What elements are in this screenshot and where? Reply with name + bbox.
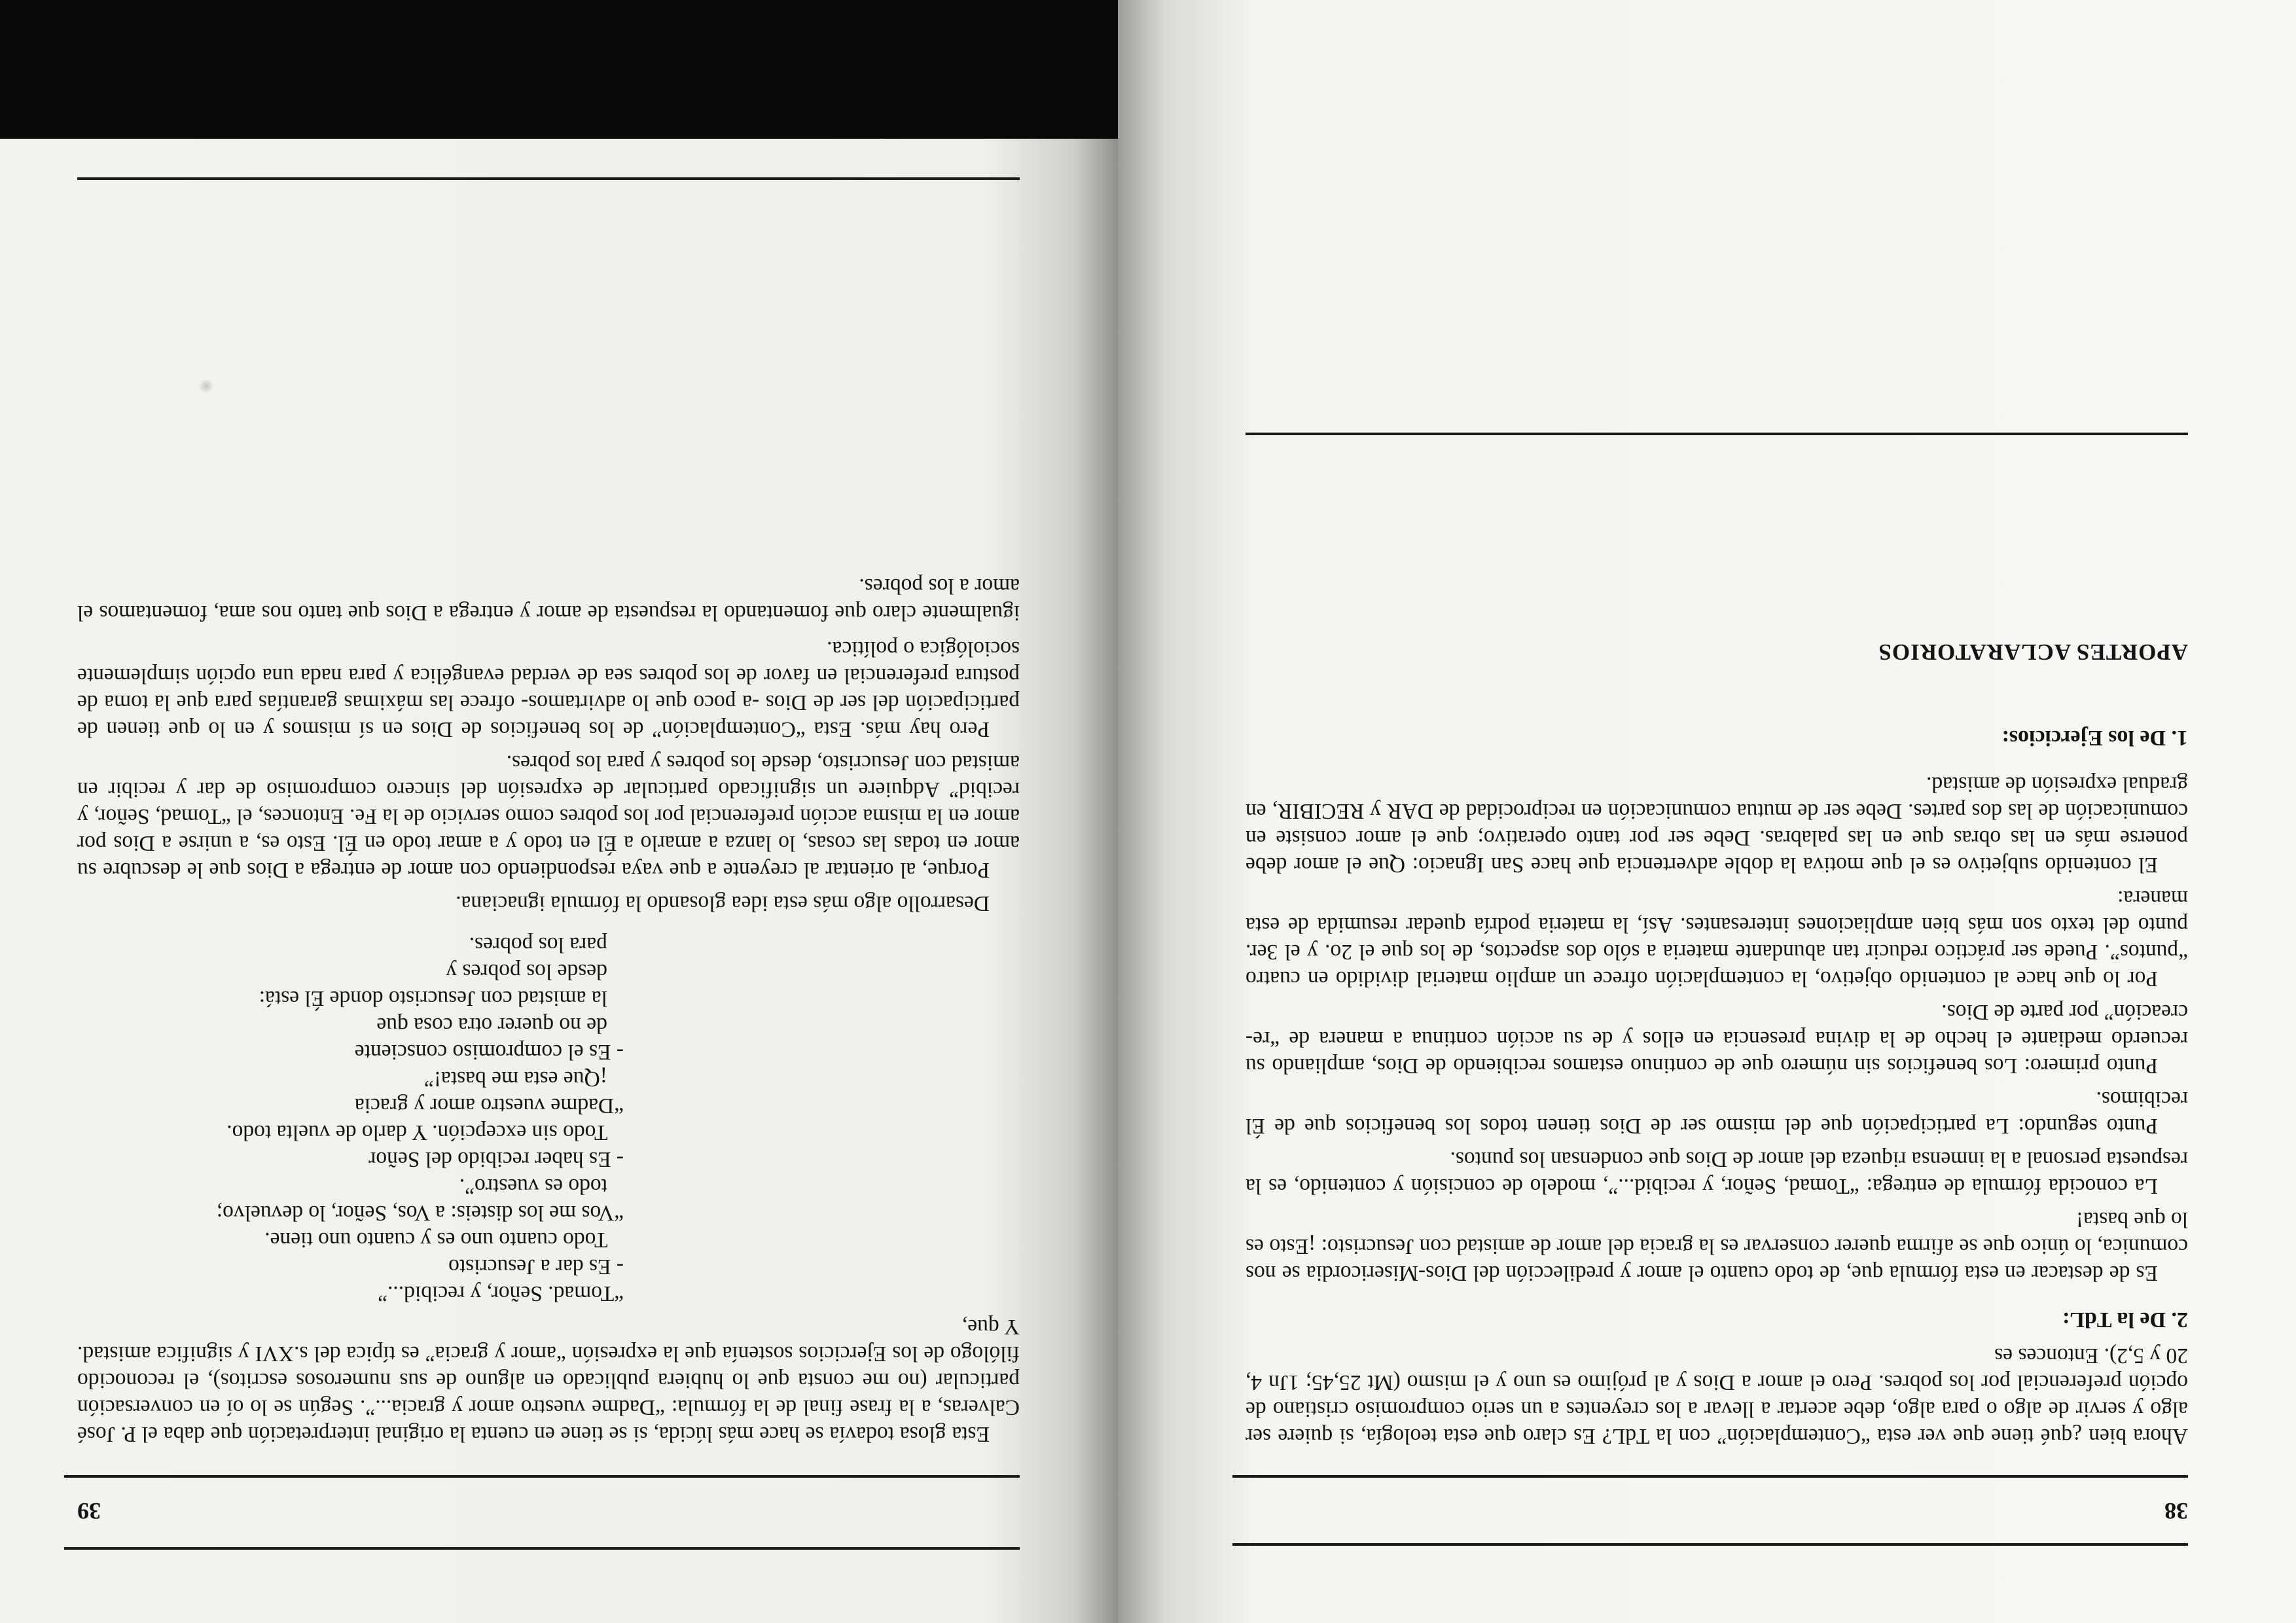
paragraph: Es de destacar en esta fórmula que, de todo cuanto el amor y predilección del Dios-Misericordia se nos comunica, lo único que se afirma querer conservar es la gracia del amor de amistad con Jesucristo: ¡Esto es lo que basta!	[1246, 1207, 2188, 1285]
gloss-line: todo es vuestro”.	[459, 1174, 624, 1198]
header-rule-top	[64, 1475, 1020, 1478]
paragraph: Por lo que hace al contenido objetivo, la contemplación ofrece un amplio material dividido en cuatro “puntos”. Puede ser práctico reducir tan abundante materia a sólo dos aspectos, de los que el 2o. y el 3er. punto del texto son más bien ampliaciones interesantes. Así, la materia podría quedar resumida de esta manera:	[1246, 886, 2188, 991]
paragraph: El contenido subjetivo es el que motiva la doble advertencia que hace San Ignacio: Que el amor debe ponerse más en las obras que en las palabras. Debe ser por tanto operativo; que el amor consiste en comunicación de las dos partes. Debe ser de mutua comunicación en reciprocidad de DAR y RECIBIR, en gradual expresión de amistad.	[1246, 772, 2188, 877]
page-number: 38	[2164, 1498, 2188, 1524]
header-rule-bottom	[1232, 1543, 2188, 1546]
page-header	[1246, 1497, 2188, 1525]
gloss-line: “Vos me los disteis: a Vos, Señor, lo devuelvo;	[216, 1201, 624, 1225]
footer-rule	[77, 177, 1020, 180]
gloss-line: - Es dar a Jesucristo	[448, 1255, 624, 1279]
paragraph: Ahora bien ¿qué tiene que ver esta “Contemplación” con la TdL? Es claro que esta teología, si quiere ser algo y servir de algo o para algo, debe acertar a llevar a los creyentes a un serio compromiso cristiano de opción preferencial por los pobres. Pero el amor a Dios y al prójimo es uno y el mismo (Mt 25,45; 1Jn 4, 20 y 5,2). Entonces es	[1246, 1344, 2188, 1448]
page-39-body	[77, 573, 1020, 1448]
paragraph: Punto segundo: La participación que del mismo ser de Dios tienen todos los beneficios que de Él recibimos.	[1246, 1087, 2188, 1138]
page-39	[0, 139, 1118, 1623]
section-heading-ejercicios: 1. De los Ejercicios:	[2001, 726, 2188, 750]
paragraph: Pero hay más. Esta “Contemplación” de los beneficios de Dios en sí mismos y en lo que tienen de participación del ser de Dios -a poco que lo advirtamos- ofrece las máximas garantías para que la toma de postura preferencial en favor de los pobres sea de verdad evangélica y para nada una opción simplemente sociológica o política.	[77, 637, 1020, 741]
header-rule-top	[1232, 1475, 2188, 1478]
gloss-line: - Es haber recibido del Señor	[368, 1147, 624, 1171]
gloss-line: - Es el compromiso consciente	[354, 1040, 624, 1064]
gloss-block	[77, 931, 624, 1307]
gloss-line: Todo cuanto uno es y cuanto uno tiene.	[264, 1228, 624, 1252]
paragraph: Desarrollo algo más esta idea glosando la fórmula ignaciana.	[456, 891, 990, 916]
gloss-line: de no querer otra cosa que	[376, 1013, 624, 1037]
page-38	[1118, 0, 2296, 1623]
gloss-line: ¡Que esta me basta!”	[423, 1067, 624, 1091]
paragraph: Porque, al orientar al creyente a que vaya respondiendo con amor de entrega a Dios que le descubre su amor en todas las cosas, lo lanza a amarlo a Él en todo y a amar todo en Él. Esto es, a unirse a Dios por amor en la misma acción preferencial por los pobres como servicio de la Fe. Entonces, el “Tomad, Señor, y recibid” Adquiere un significado particular de expresión del sincero compromiso de dar y recibir en amistad con Jesucristo, desde los pobres y para los pobres.	[77, 751, 1020, 882]
page-38-body	[1246, 639, 2188, 1450]
gloss-line: para los pobres.	[469, 933, 624, 957]
page-header	[77, 1497, 1020, 1525]
gloss-line: Todo sin excepción. Y darlo de vuelta todo.	[226, 1120, 624, 1145]
chapter-title: APORTES ACLARATORIOS	[1878, 639, 2188, 665]
intro-paragraph: igualmente claro que fomentando la respuesta de amor y entrega a Dios que tanto nos ama, fomentamos el amor a los pobres.	[77, 574, 1020, 625]
gloss-line: “Tomad. Señor, y recibid...”	[378, 1281, 624, 1306]
header-rule-bottom	[64, 1547, 1020, 1550]
gloss-line: “Dadme vuestro amor y gracia	[354, 1094, 624, 1118]
section-heading-tdl: 2. De la TdL:	[2062, 1308, 2188, 1332]
page-smudge	[198, 380, 215, 393]
gloss-line: la amistad con Jesucristo donde Él está:	[259, 986, 624, 1010]
closing-paragraph: Esta glosa todavía se hace más lúcida, si se tiene en cuenta la original interpretación que daba el P. José Calveras, a la frase final de la fórmula: “Dadme vuestro amor y gracia...”. Según se lo oí en conversación particular (no me consta que lo hubiera publicado en alguno de sus numerosos escritos), el reconocido filólogo de los Ejercicios sostenía que la expresión “amor y gracia” es típica del s.XVI y significa amistad. Y que,	[77, 1315, 1020, 1446]
gloss-line: desde los pobres y	[446, 959, 624, 984]
paragraph: La conocida fórmula de entrega: “Tomad, Señor, y recibid...”, modelo de concisión y contenido, es la respuesta personal a la inmensa riqueza del amor de Dios que condensan los puntos.	[1246, 1147, 2188, 1198]
chapter-rule	[1246, 433, 2188, 435]
page-number: 39	[77, 1498, 101, 1524]
paragraph: Punto primero: Los beneficios sin número que de continuo estamos recibiendo de Dios, ampliando su recuerdo mediante el hecho de la divina presencia en ellos y de su acción continua a manera de “re-creación” por parte de Dios.	[1246, 1000, 2188, 1078]
